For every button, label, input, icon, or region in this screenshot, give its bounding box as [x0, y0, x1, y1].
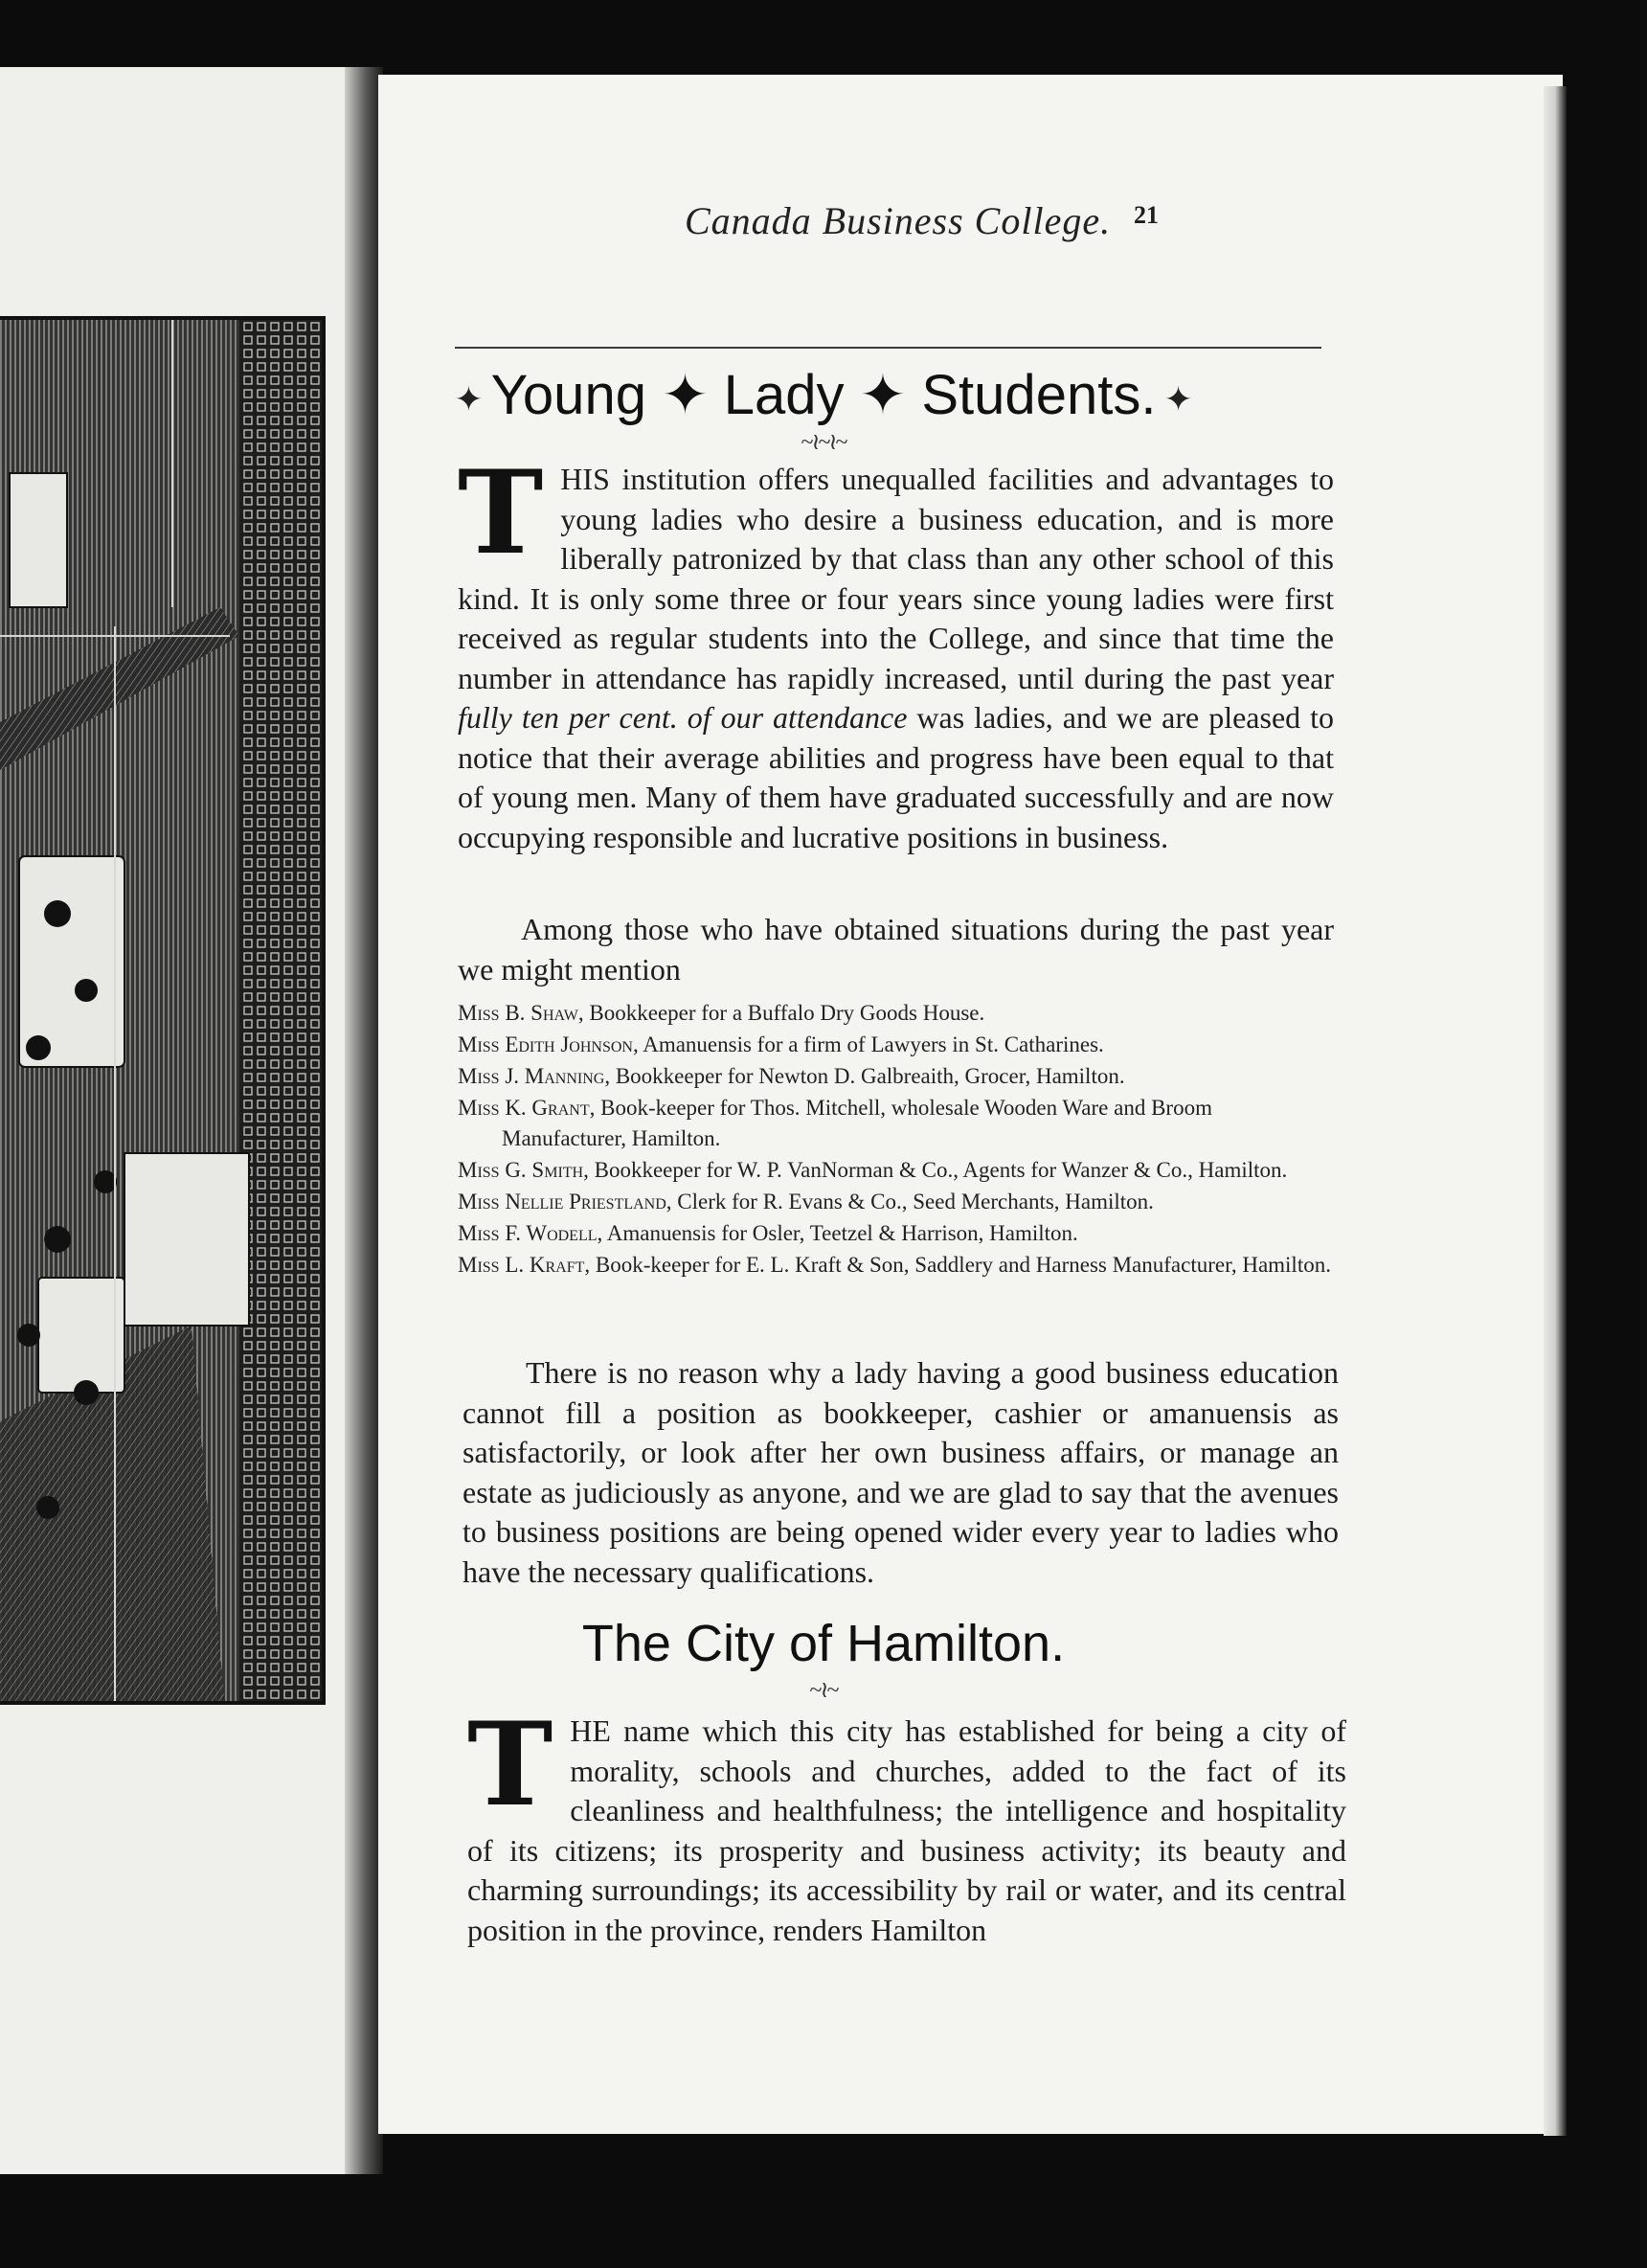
student-position: Amanuensis for Osler, Teetzel & Harrison, Hamilton. [606, 1221, 1078, 1245]
page-number: 21 [1134, 201, 1159, 229]
student-position: Bookkeeper for W. P. VanNorman & Co., Agents for Wanzer & Co., Hamilton. [594, 1158, 1288, 1182]
list-item [458, 1250, 1341, 1281]
list-item [458, 998, 1341, 1029]
list-item [458, 1218, 1341, 1249]
paragraph-intro-end: was ladies, and we are pleased to notice that their average abilities and progress have been equal to that of young men. Many of them have graduated successfully and are now occupying responsible and lucrative positions in business. [458, 700, 1335, 854]
student-name: Miss Edith Johnson, [458, 1032, 639, 1056]
paragraph-intro [458, 445, 1335, 857]
list-item [458, 1061, 1341, 1092]
drop-cap: T [458, 445, 544, 580]
section-title-city-of-hamilton: The City of Hamilton. [581, 1615, 1066, 1672]
paragraph-no-reason: There is no reason why a lady having a good business education cannot fill a position as bookkeeper, cashier or amanuensis as satisfactorily, or look after her own business affairs, or manage an estate as judiciously as anyone, and we are glad to say that the avenues to business positions are being opened wider every year to ladies who have the necessary qualifications. [463, 1355, 1339, 1589]
running-title: Canada Business College. [685, 199, 1112, 242]
flourish-divider: ~≀~ [809, 1678, 838, 1703]
student-position: Book-keeper for Thos. Mitchell, wholesale Wooden Ware and Broom Manufacturer, Hamilton. [502, 1096, 1212, 1150]
flourish-divider: ~≀~≀~ [801, 430, 846, 455]
left-ornament-icon: ✦ [454, 378, 484, 419]
list-item [458, 1030, 1341, 1060]
student-position: Book-keeper for E. L. Kraft & Son, Saddlery and Harness Manufacturer, Hamilton. [595, 1253, 1331, 1277]
paragraph-intro-text: HIS institution offers unequalled facilities and advantages to young ladies who desire a business education, and is more liberally patronized by that class than any other school of this kind. It is only some three or four years since young ladies were first received as regular students into the College, and since that time the number in attendance has rapidly increased, until during the past year [458, 462, 1334, 695]
list-item [458, 1155, 1341, 1186]
names-list [458, 998, 1341, 1281]
list-item [458, 1187, 1341, 1217]
student-name: Miss B. Shaw, [458, 1001, 584, 1025]
student-position: Bookkeeper for a Buffalo Dry Goods House. [589, 1001, 985, 1025]
header-rule [455, 347, 1321, 349]
paragraph-hamilton [467, 1697, 1346, 1950]
section-title-text: Young ✦ Lady ✦ Students. [490, 364, 1157, 426]
running-head [302, 198, 1159, 246]
student-position: Clerk for R. Evans & Co., Seed Merchants, Hamilton. [677, 1190, 1154, 1213]
paragraph-intro-italic: fully ten per cent. of our attendance [458, 700, 908, 735]
right-ornament-icon: ✦ [1163, 378, 1193, 419]
section-title-young-lady-students [0, 362, 1647, 427]
student-name: Miss L. Kraft, [458, 1253, 591, 1277]
engraving-illustration [0, 316, 326, 1705]
drop-cap: T [467, 1697, 553, 1832]
list-item [458, 1093, 1341, 1154]
student-name: Miss J. Manning, [458, 1064, 611, 1088]
student-name: Miss F. Wodell, [458, 1221, 603, 1245]
paragraph-hamilton-text: HE name which this city has established for being a city of morality, schools and churches, added to the fact of its cleanliness and healthfulness; the intelligence and hospitality of its citizens; its prosperity and business activity; its beauty and charming surroundings; its accessibility by rail or water, and its central position in the province, renders Hamilton [467, 1713, 1346, 1947]
student-position: Amanuensis for a firm of Lawyers in St. Catharines. [643, 1032, 1104, 1056]
paragraph-among-those: Among those who have obtained situations during the past year we might mention [458, 912, 1334, 987]
student-name: Miss K. Grant, [458, 1096, 596, 1120]
student-position: Bookkeeper for Newton D. Galbreaith, Grocer, Hamilton. [615, 1064, 1125, 1088]
student-name: Miss Nellie Priestland, [458, 1190, 672, 1213]
student-name: Miss G. Smith, [458, 1158, 589, 1182]
